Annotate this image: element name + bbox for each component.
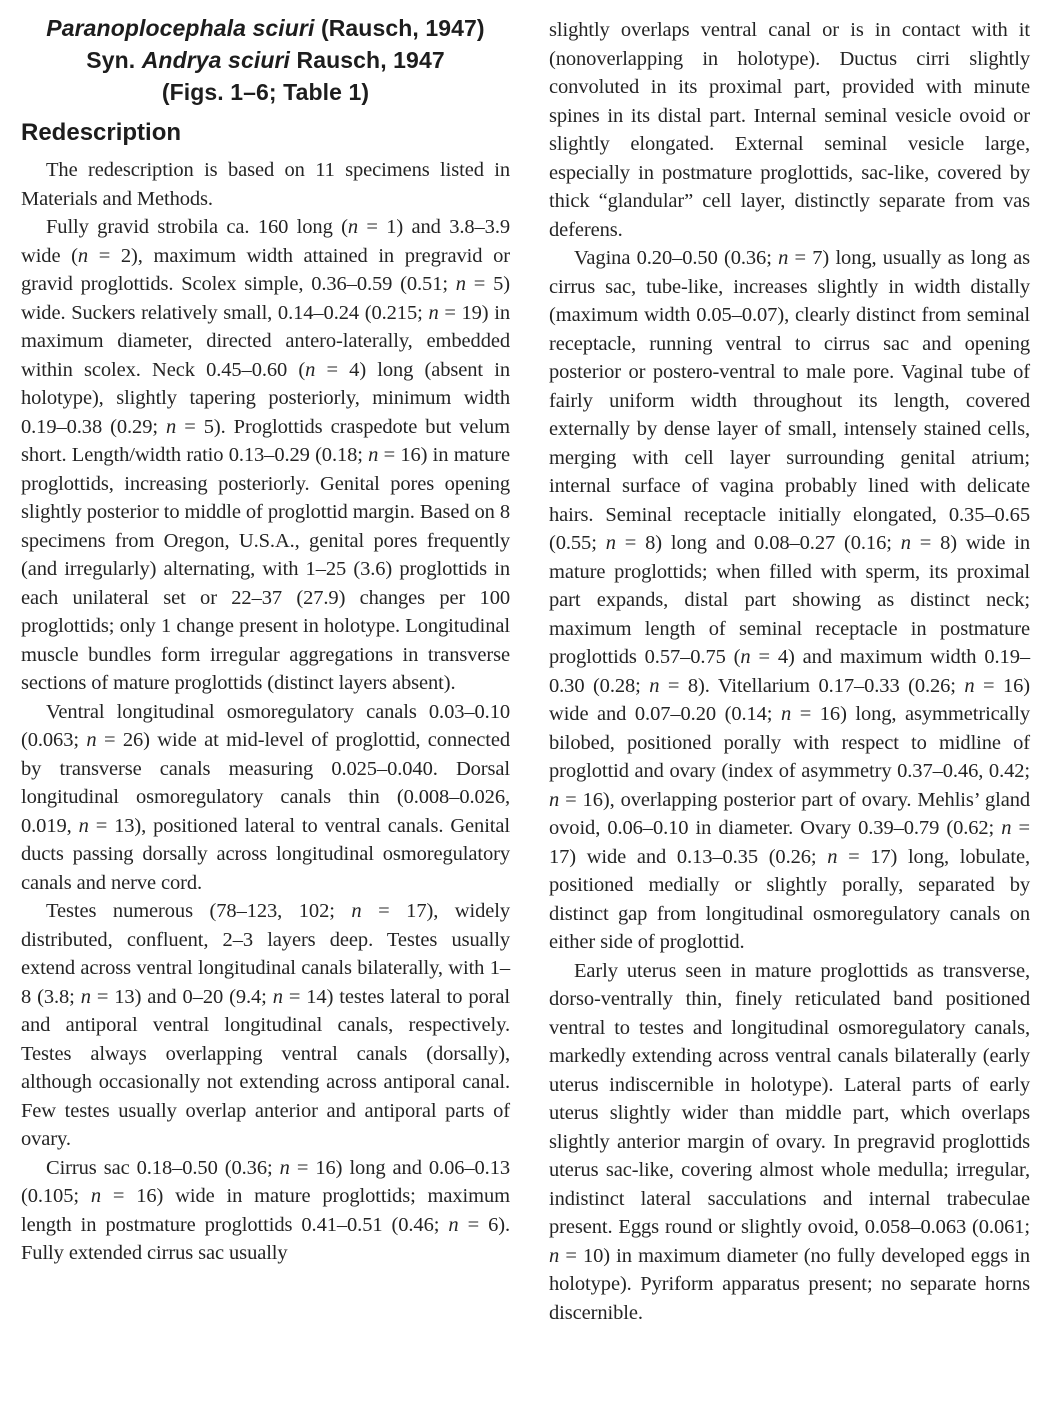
paragraph: Cirrus sac 0.18–0.50 (0.36; n = 16) long and 0.06–0.13 (0.105; n = 16) wide in mature proglottids; maximum length in postmature proglottids 0.41–0.51 (0.46; n = 6). Fully extended cirrus sac usually bbox=[21, 1156, 510, 1264]
section-heading: Redescription bbox=[21, 119, 182, 146]
article-title bbox=[21, 12, 510, 108]
paragraph: Ventral longitudinal osmoregulatory canals 0.03–0.10 (0.063; n = 26) wide at mid-level of proglottid, connected by transverse canals measuring 0.025–0.040. Dorsal longitudinal osmoregulatory canals thin (0.008–0.026, 0.019, n = 13), positioned lateral to ventral canals. Genital ducts passing dorsally across longitudinal osmoregulatory canals and nerve cord. bbox=[21, 700, 510, 894]
paragraph: Fully gravid strobila ca. 160 long (n = 1) and 3.8–3.9 wide (n = 2), maximum width attained in pregravid or gravid proglottids. Scolex simple, 0.36–0.59 (0.51; n = 5) wide. Suckers relatively small, 0.14–0.24 (0.215; n = 19) in maximum diameter, directed antero-laterally, embedded within scolex. Neck 0.45–0.60 (n = 4) long (absent in holotype), slightly tapering posteriorly, minimum width 0.19–0.38 (0.29; n = 5). Proglottids craspedote but velum short. Length/width ratio 0.13–0.29 (0.18; n = 16) in mature proglottids, increasing posteriorly. Genital pores opening slightly posterior to middle of proglottid margin. Based on 8 specimens from Oregon, U.S.A., genital pores frequently (and irregularly) alternating, with 1–25 (3.6) proglottids in each unilateral set or 22–37 (27.9) changes per 100 proglottids; only 1 change present in holotype. Longitudinal muscle bundles form irregular aggregations in transverse sections of mature proglottids (distinct layers absent). bbox=[21, 216, 511, 694]
paragraph: The redescription is based on 11 specimens listed in Materials and Methods. bbox=[21, 159, 510, 210]
column-right bbox=[549, 16, 1030, 1327]
title-line-2: Syn. Andrya sciuri Rausch, 1947 bbox=[86, 47, 445, 73]
paragraph: Testes numerous (78–123, 102; n = 17), widely distributed, confluent, 2–3 layers deep. Testes usually extend across ventral longitudinal canals bilaterally, with 1–8 (3.8; n = 13) and 0–20 (9.4; n = 14) testes lateral to poral and antiporal ventral longitudinal canals, respectively. Testes always overlapping ventral canals (dorsally), although occasionally not extending across antiporal canal. Few testes usually overlap anterior and antiporal parts of ovary. bbox=[21, 900, 510, 1150]
column-left bbox=[21, 12, 510, 1268]
title-line-3: (Figs. 1–6; Table 1) bbox=[161, 79, 370, 105]
paragraph: Vagina 0.20–0.50 (0.36; n = 7) long, usually as long as cirrus sac, tube-like, increases slightly in width distally (maximum width 0.05–0.07), clearly distinct from seminal receptacle, running ventral to cirrus sac and opening posterior or postero-ventral to male pore. Vaginal tube of fairly uniform width throughout its length, covered externally by dense layer of small, intensely stained cells, merging with cell layer surrounding genital atrium; internal surface of vagina probably lined with delicate hairs. Seminal receptacle initially elongated, 0.35–0.65 (0.55; n = 8) long and 0.08–0.27 (0.16; n = 8) wide in mature proglottids; when filled with sperm, its proximal part expands, distal part showing as distinct neck; maximum length of seminal receptacle in postmature proglottids 0.57–0.75 (n = 4) and maximum width 0.19–0.30 (0.28; n = 8). Vitellarium 0.17–0.33 (0.26; n = 16) wide and 0.07–0.20 (0.14; n = 16) long, asymmetrically bilobed, positioned porally with respect to midline of proglottid and ovary (index of asymmetry 0.37–0.46, 0.42; n = 16), overlapping posterior part of ovary. Mehlis’ gland ovoid, 0.06–0.10 in diameter. Ovary 0.39–0.79 (0.62; n = 17) wide and 0.13–0.35 (0.26; n = 17) long, lobulate, positioned medially or slightly porally, separated by distinct gap from longitudinal osmoregulatory canals on either side of proglottid. bbox=[549, 247, 1030, 953]
left-column-text bbox=[21, 156, 510, 1268]
paragraph: slightly overlaps ventral canal or is in contact with it (nonoverlapping in holotype). Ductus cirri slightly convoluted in its proximal part, provided with minute spines in its distal part. Internal seminal vesicle ovoid or slightly elongated. External seminal vesicle large, especially in postmature proglottids, sac-like, covered by thick “glandular” cell layer, distinctly separate from vas deferens. bbox=[549, 19, 1030, 241]
title-line-1: Paranoplocephala sciuri (Rausch, 1947) bbox=[46, 15, 485, 41]
paragraph: Early uterus seen in mature proglottids as transverse, dorso-ventrally thin, finely reticulated band positioned ventral to testes and longitudinal osmoregulatory canals, markedly extending across ventral canals bilaterally (early uterus indiscernible in holotype). Lateral parts of early uterus slightly wider than middle part, which overlaps slightly anterior margin of ovary. In pregravid proglottids uterus sac-like, covering almost whole medulla; irregular, indistinct lateral sacculations and internal trabeculae present. Eggs round or slightly ovoid, 0.058–0.063 (0.061; n = 10) in maximum diameter (no fully developed eggs in holotype). Pyriform apparatus present; no separate horns discernible. bbox=[549, 959, 1030, 1324]
